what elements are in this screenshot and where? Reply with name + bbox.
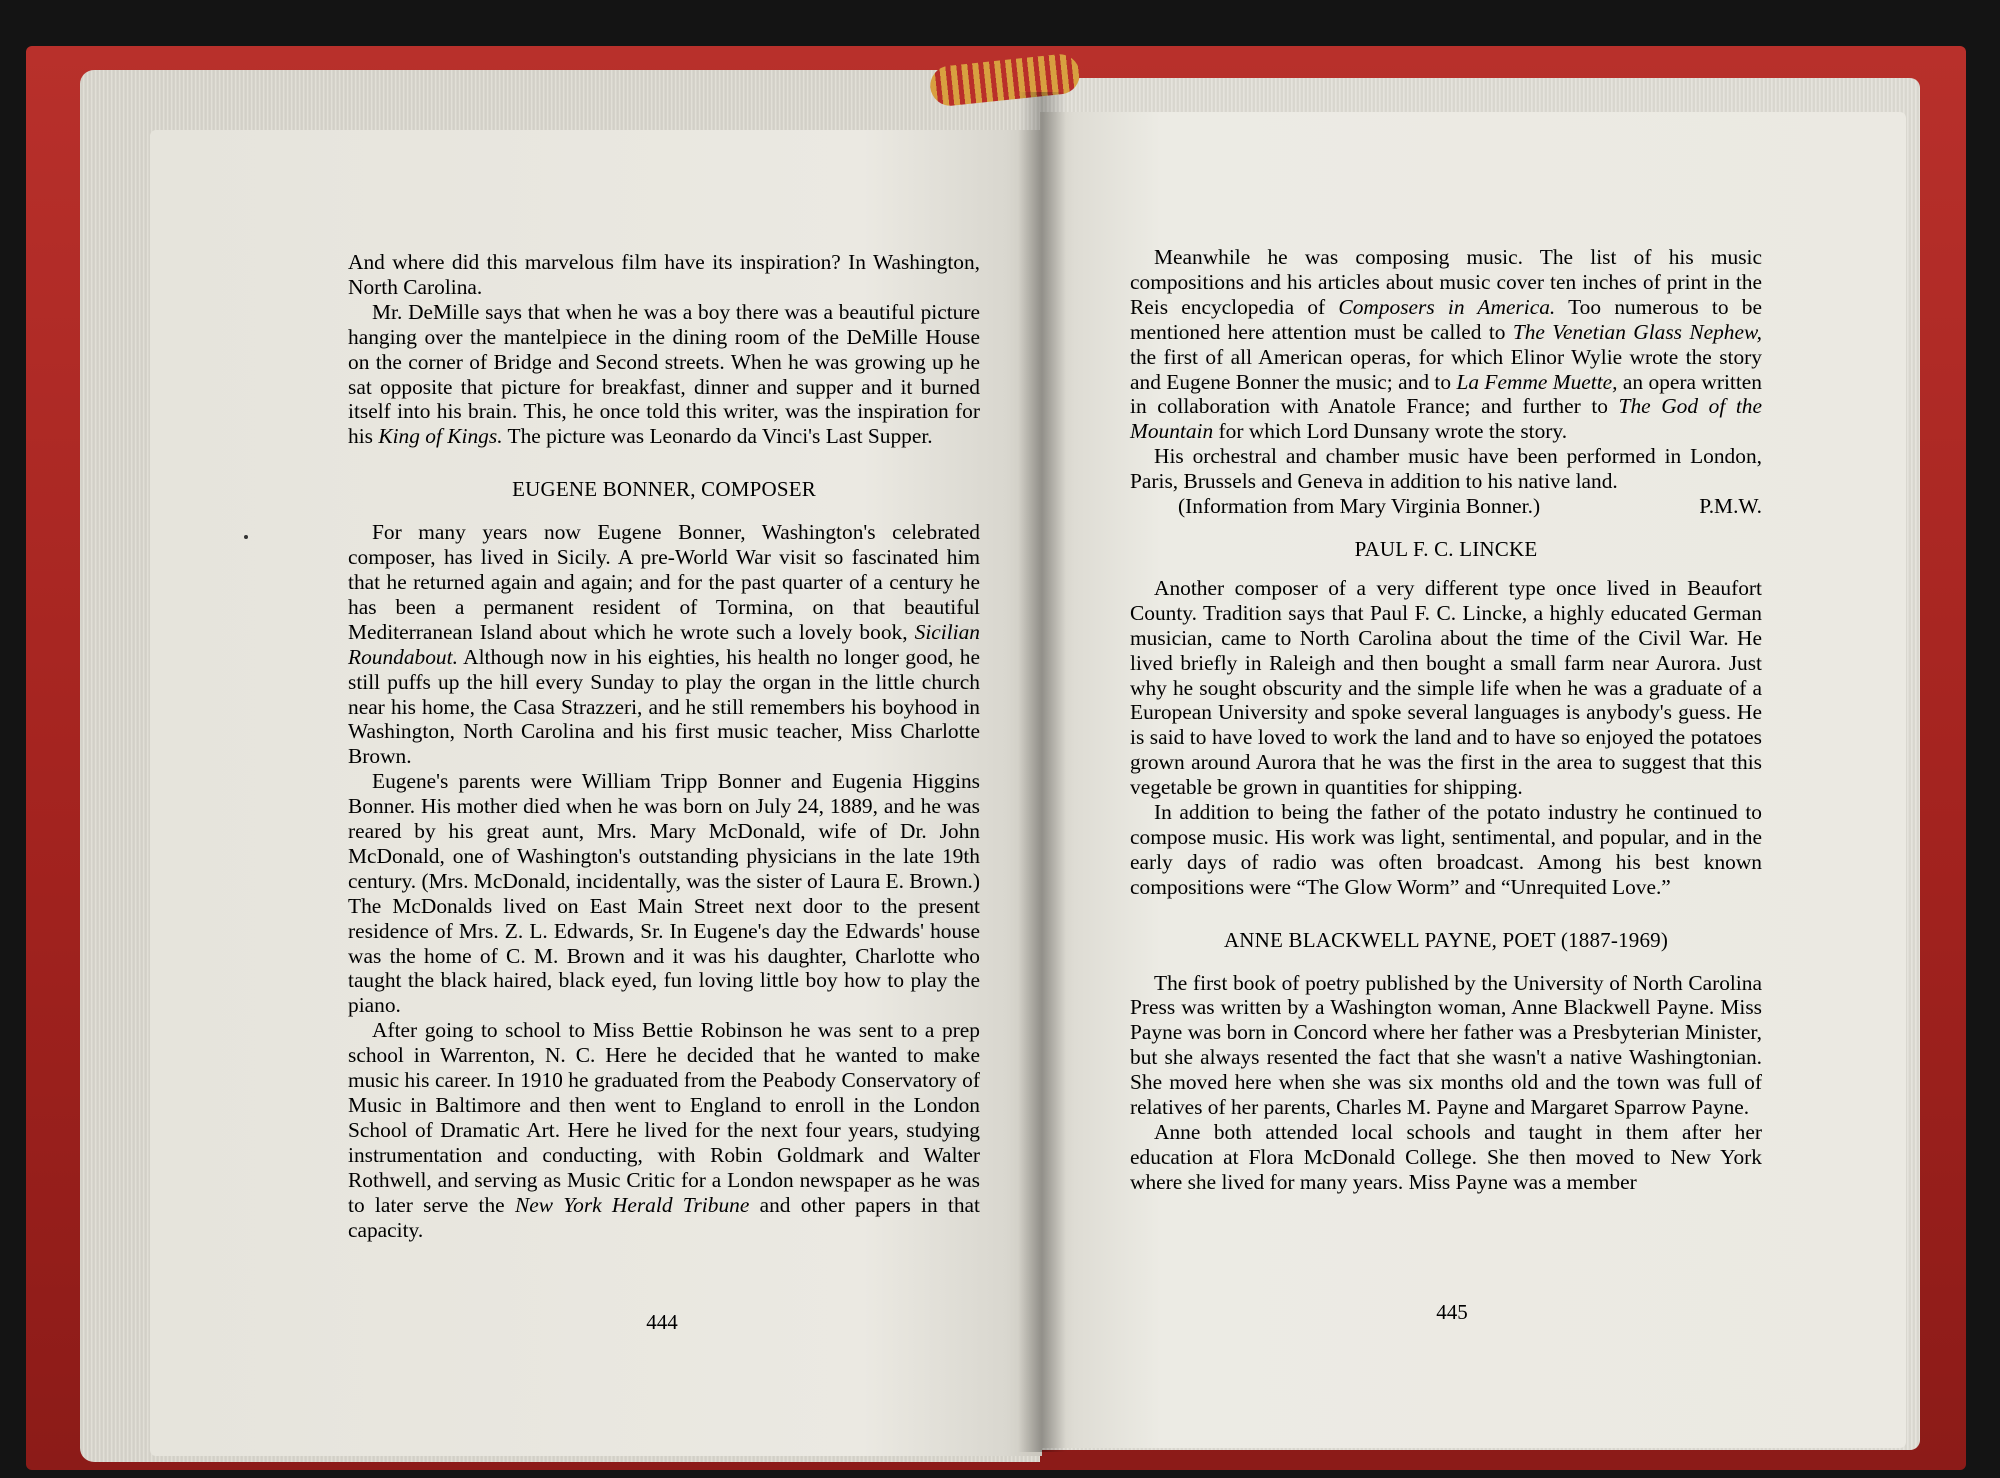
payne-paragraph-1: The first book of poetry published by the University of North Carolina Press was written by a Washington woman, Anne Blackwell Payne. Miss Payne was born in Concord where her father was a Presbyterian Minister, but she always resented the fact that she wasn't a native Washingtonian. She moved here when she was six months old and the town was full of relatives of her parents, Charles M. Payne and Margaret Sparrow Payne. <box>1130 970 1762 1120</box>
intro-paragraph-2: Mr. DeMille says that when he was a boy there was a beautiful picture hanging over the mantelpiece in the dining room of the DeMille House on the corner of Bridge and Second streets. When he was growing up he sat opposite that picture for breakfast, dinner and supper and it burned itself into his brain. This, he once told this writer, was the inspiration for his King of Kings. The picture was Leonardo da Vinci's Last Supper. <box>348 299 980 449</box>
source-attribution: (Information from Mary Virginia Bonner.) P.M.W. <box>1178 494 1762 519</box>
spine-gutter <box>1018 92 1066 1452</box>
heading-paul-lincke: PAUL F. C. LINCKE <box>1354 536 1538 561</box>
intro-paragraph-1: And where did this marvelous film have its inspiration? In Washington, North Carolina. <box>348 250 980 299</box>
page-number-left: 444 <box>646 1310 678 1334</box>
margin-dot <box>244 535 248 539</box>
heading-eugene-bonner: EUGENE BONNER, COMPOSER <box>512 477 816 502</box>
lincke-paragraph-1: Another composer of a very different type once lived in Beaufort County. Tradition says that Paul F. C. Lincke, a highly educated German musician, came to North Carolina about the time of the Civil War. He lived briefly in Raleigh and then bought a small farm near Aurora. Just why he sought obscurity and the simple life when he was a graduate of a European University and spoke several languages is anybody's guess. He is said to have loved to work the land and to have so enjoyed the potatoes grown around Aurora that he was the first in the area to suggest that this vegetable be grown in quantities for shipping. <box>1130 575 1762 800</box>
bonner-orchestral-paragraph: His orchestral and chamber music have been performed in London, Paris, Brussels and Geneva in addition to his native land. <box>1130 444 1762 494</box>
author-initials: P.M.W. <box>1699 494 1762 519</box>
bonner-paragraph-2: Eugene's parents were William Tripp Bonner and Eugenia Higgins Bonner. His mother died when he was born on July 24, 1889, and he was reared by his great aunt, Mrs. Mary McDonald, wife of Dr. John McDonald, one of Washington's outstanding physicians in the late 19th century. (Mrs. McDonald, incidentally, was the sister of Laura E. Brown.) The McDonalds lived on East Main Street next door to the present residence of Mrs. Z. L. Edwards, Sr. In Eugene's day the Edwards' house was the home of C. M. Brown and it was his daughter, Charlotte who taught the black haired, black eyed, fun loving little boy how to play the piano. <box>348 769 980 1018</box>
heading-anne-payne: ANNE BLACKWELL PAYNE, POET (1887-1969) <box>1223 927 1669 952</box>
bonner-paragraph-3: After going to school to Miss Bettie Robinson he was sent to a prep school in Warrenton, N. C. Here he decided that he wanted to make music his career. In 1910 he graduated from the Peabody Conservatory of Music in Baltimore and then went to England to enroll in the London School of Dramatic Art. Here he lived for the next four years, studying instrumentation and conducting, with Robin Goldmark and Walter Rothwell, and serving as Music Critic for a London newspaper as he was to later serve the New York Herald Tribune and other papers in that capacity. <box>348 1018 980 1242</box>
page-number-right: 445 <box>1436 1300 1468 1324</box>
bonner-continued-paragraph: Meanwhile he was composing music. The list of his music compositions and his articles about music cover ten inches of print in the Reis encyclopedia of Composers in America. Too numerous to be mentioned here attention must be called to The Venetian Glass Nephew, the first of all American operas, for which Elinor Wylie wrote the story and Eugene Bonner the music; and to La Femme Muette, an opera written in collaboration with Anatole France; and further to The God of the Mountain for which Lord Dunsany wrote the story. <box>1130 245 1762 444</box>
right-page-text <box>1130 245 1762 1195</box>
left-page-text <box>348 250 980 1242</box>
bonner-paragraph-1: For many years now Eugene Bonner, Washington's celebrated composer, has lived in Sicily. A pre-World War visit so fascinated him that he returned again and again; and for the past quarter of a century he has been a permanent resident of Tormina, on that beautiful Mediterranean Island about which he wrote such a lovely book, Sicilian Roundabout. Although now in his eighties, his health no longer good, he still puffs up the hill every Sunday to play the organ in the little church near his home, the Casa Strazzeri, and he still remembers his boyhood in Washington, North Carolina and his first music teacher, Miss Charlotte Brown. <box>348 520 980 769</box>
payne-paragraph-2: Anne both attended local schools and taught in them after her education at Flora McDonald College. She then moved to New York where she lived for many years. Miss Payne was a member <box>1130 1120 1762 1194</box>
lincke-paragraph-2: In addition to being the father of the potato industry he continued to compose music. His work was light, sentimental, and popular, and in the early days of radio was often broadcast. Among his best known compositions were “The Glow Worm” and “Unrequited Love.” <box>1130 800 1762 899</box>
